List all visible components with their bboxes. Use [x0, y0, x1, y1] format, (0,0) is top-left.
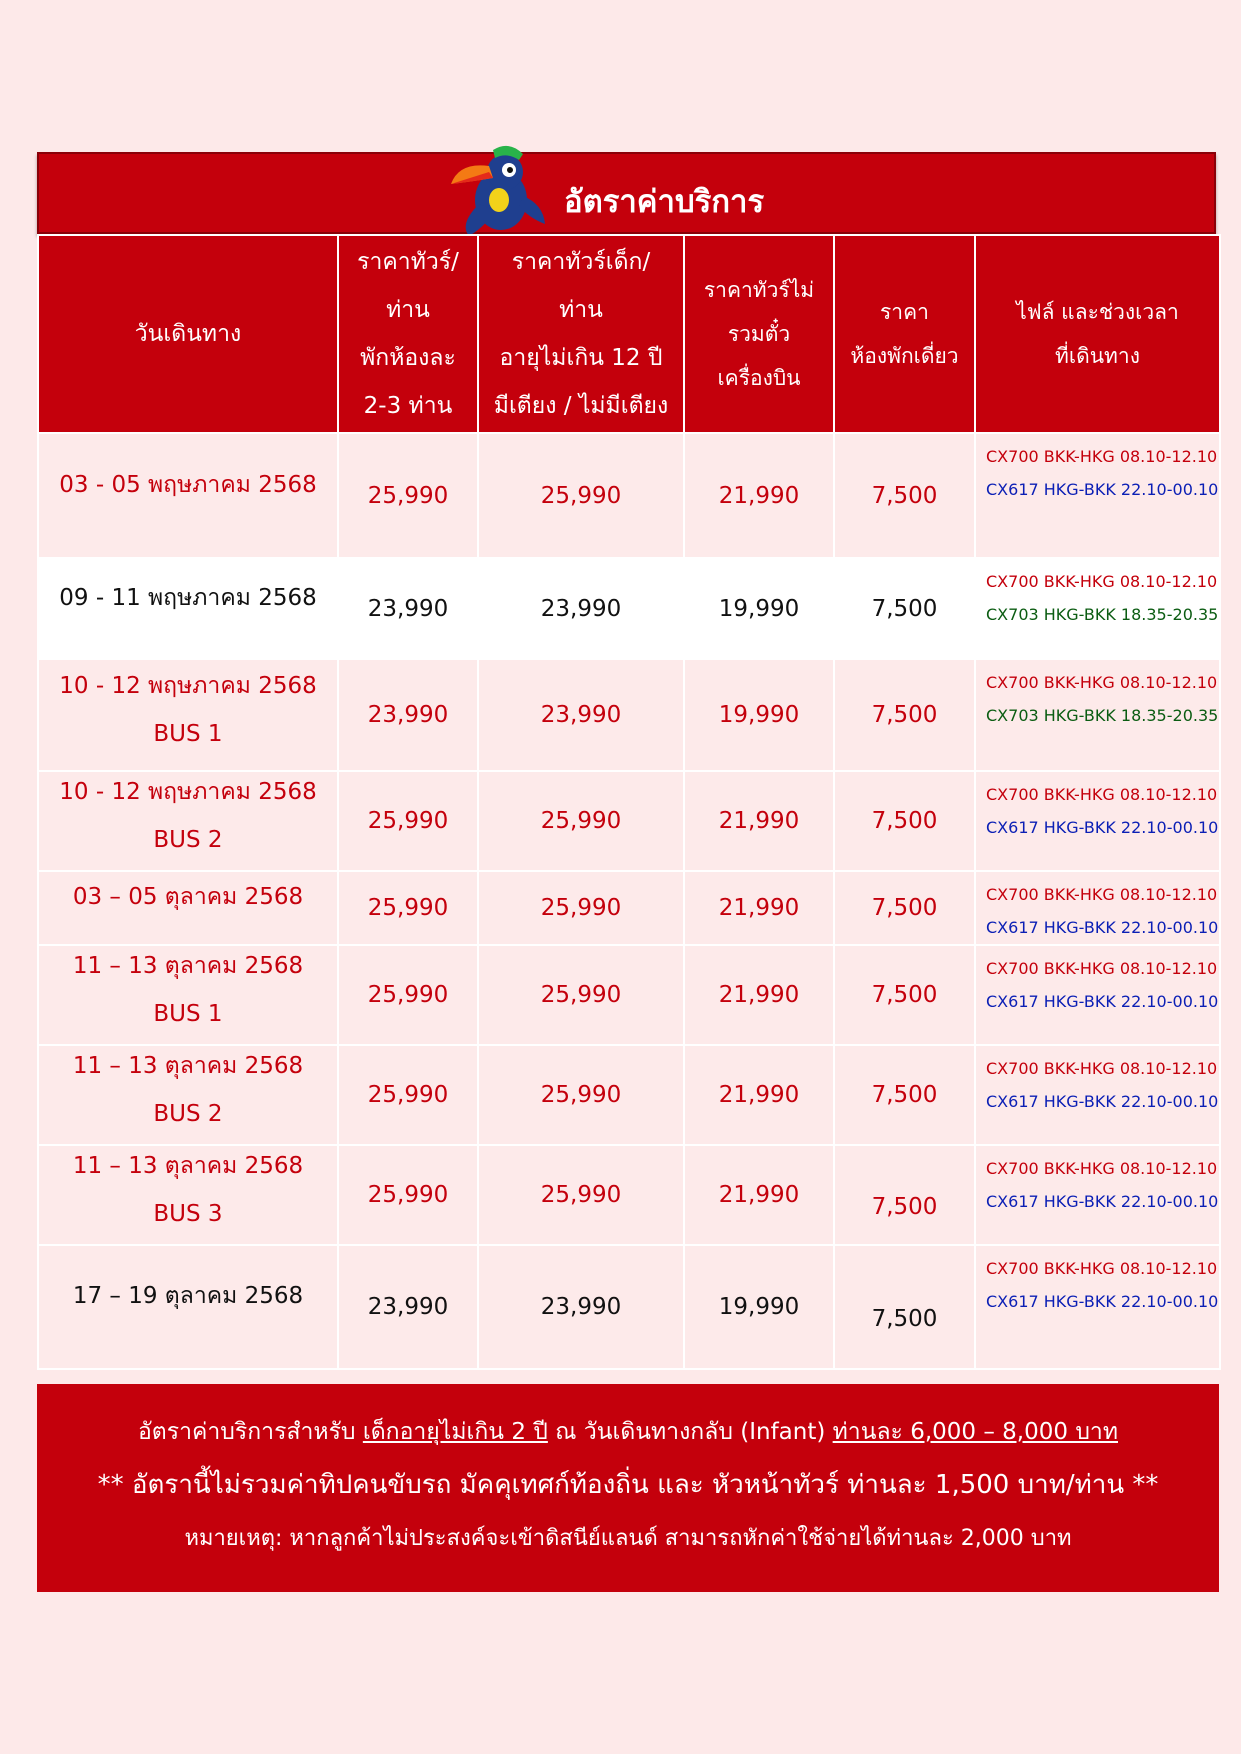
date-cell — [38, 771, 338, 871]
single-room-price: 7,500 — [871, 1306, 938, 1332]
date-cell — [38, 433, 338, 558]
single-room-cell — [834, 433, 975, 558]
outbound-flight: CX700 BKK-HKG 08.10-12.10 — [986, 572, 1218, 591]
single-room-cell — [834, 771, 975, 871]
bus-label: BUS 1 — [153, 1001, 223, 1027]
flight-cell — [975, 871, 1220, 945]
child-price-cell: 25,990 — [478, 871, 684, 945]
travel-date: 11 – 13 ตุลาคม 2568 — [72, 1053, 304, 1079]
flight-cell — [975, 659, 1220, 771]
date-cell — [38, 1145, 338, 1245]
flight-cell — [975, 945, 1220, 1045]
single-room-price: 7,500 — [871, 808, 938, 834]
bus-label: BUS 2 — [153, 827, 223, 853]
child-price-cell: 23,990 — [478, 659, 684, 771]
table-row — [38, 1045, 1220, 1145]
no-ticket-price-cell: 21,990 — [684, 1145, 834, 1245]
outbound-flight: CX700 BKK-HKG 08.10-12.10 — [986, 447, 1218, 466]
adult-price-cell: 23,990 — [338, 1245, 478, 1369]
single-room-price: 7,500 — [871, 1194, 938, 1220]
adult-price-cell: 25,990 — [338, 871, 478, 945]
outbound-flight: CX700 BKK-HKG 08.10-12.10 — [986, 1059, 1218, 1078]
adult-price-cell: 23,990 — [338, 558, 478, 659]
toucan-mascot-icon — [449, 144, 549, 240]
single-room-price: 7,500 — [871, 702, 938, 728]
bus-label: BUS 1 — [153, 721, 223, 747]
single-room-cell — [834, 871, 975, 945]
no-ticket-price-cell: 19,990 — [684, 659, 834, 771]
return-flight: CX617 HKG-BKK 22.10-00.10 — [986, 480, 1219, 499]
flight-cell — [975, 1045, 1220, 1145]
header-adult-price: ราคาทัวร์/ ท่าน พักห้องละ 2-3 ท่าน — [338, 235, 478, 433]
child-price-cell: 25,990 — [478, 1045, 684, 1145]
table-row — [38, 1245, 1220, 1369]
rates-table — [37, 234, 1221, 1370]
child-price-cell: 25,990 — [478, 1145, 684, 1245]
child-price-cell: 25,990 — [478, 945, 684, 1045]
no-ticket-price-cell: 19,990 — [684, 558, 834, 659]
child-price-cell: 25,990 — [478, 771, 684, 871]
no-ticket-price-cell: 21,990 — [684, 871, 834, 945]
single-room-price: 7,500 — [871, 1082, 938, 1108]
travel-date: 09 - 11 พฤษภาคม 2568 — [59, 584, 317, 611]
return-flight: CX703 HKG-BKK 18.35-20.35 — [986, 706, 1219, 725]
no-ticket-price-cell: 19,990 — [684, 1245, 834, 1369]
page-title: อัตราค่าบริการ — [564, 184, 765, 220]
adult-price-cell: 25,990 — [338, 1045, 478, 1145]
return-flight: CX617 HKG-BKK 22.10-00.10 — [986, 1092, 1219, 1111]
child-price-cell: 23,990 — [478, 1245, 684, 1369]
return-flight: CX617 HKG-BKK 22.10-00.10 — [986, 818, 1219, 837]
adult-price-cell: 25,990 — [338, 945, 478, 1045]
table-row — [38, 1145, 1220, 1245]
table-row — [38, 945, 1220, 1045]
travel-date: 11 – 13 ตุลาคม 2568 — [72, 953, 304, 979]
table-row — [38, 871, 1220, 945]
no-ticket-price-cell: 21,990 — [684, 1045, 834, 1145]
bus-label: BUS 3 — [153, 1201, 223, 1227]
travel-date: 10 - 12 พฤษภาคม 2568 — [59, 779, 317, 805]
outbound-flight: CX700 BKK-HKG 08.10-12.10 — [986, 785, 1218, 804]
header-no-ticket-price: ราคาทัวร์ไม่ รวมตั๋ว เครื่องบิน — [684, 235, 834, 433]
header-date: วันเดินทาง — [38, 235, 338, 433]
header-flight: ไฟล์ และช่วงเวลา ที่เดินทาง — [975, 235, 1220, 433]
travel-date: 17 – 19 ตุลาคม 2568 — [72, 1283, 304, 1309]
header-child-price: ราคาทัวร์เด็ก/ ท่าน อายุไม่เกิน 12 ปี มีเตียง / ไม่มีเตียง — [478, 235, 684, 433]
adult-price-cell: 25,990 — [338, 771, 478, 871]
flight-cell — [975, 433, 1220, 558]
flight-cell — [975, 771, 1220, 871]
table-row — [38, 771, 1220, 871]
child-price-cell: 23,990 — [478, 558, 684, 659]
outbound-flight: CX700 BKK-HKG 08.10-12.10 — [986, 673, 1218, 692]
single-room-price: 7,500 — [871, 895, 938, 921]
travel-date: 03 - 05 พฤษภาคม 2568 — [59, 471, 317, 498]
date-cell — [38, 1245, 338, 1369]
table-header-row — [38, 235, 1220, 433]
child-price-cell: 25,990 — [478, 433, 684, 558]
date-cell — [38, 871, 338, 945]
tips-note: ** อัตรานี้ไม่รวมค่าทิปคนขับรถ มัคคุเทศก์ท้องถิ่น และ หัวหน้าทัวร์ ท่านละ 1,500 บาท/ท่าน ** — [97, 1470, 1159, 1500]
table-row — [38, 558, 1220, 659]
date-cell — [38, 1045, 338, 1145]
single-room-price: 7,500 — [871, 982, 938, 1008]
no-ticket-price-cell: 21,990 — [684, 945, 834, 1045]
no-ticket-price-cell: 21,990 — [684, 433, 834, 558]
table-row — [38, 433, 1220, 558]
return-flight: CX703 HKG-BKK 18.35-20.35 — [986, 605, 1219, 624]
return-flight: CX617 HKG-BKK 22.10-00.10 — [986, 992, 1219, 1011]
adult-price-cell: 25,990 — [338, 433, 478, 558]
outbound-flight: CX700 BKK-HKG 08.10-12.10 — [986, 1159, 1218, 1178]
single-room-cell — [834, 1045, 975, 1145]
date-cell — [38, 558, 338, 659]
table-row — [38, 659, 1220, 771]
return-flight: CX617 HKG-BKK 22.10-00.10 — [986, 1192, 1219, 1211]
adult-price-cell: 23,990 — [338, 659, 478, 771]
bus-label: BUS 2 — [153, 1101, 223, 1127]
single-room-price: 7,500 — [871, 595, 938, 622]
outbound-flight: CX700 BKK-HKG 08.10-12.10 — [986, 885, 1218, 904]
single-room-cell — [834, 1145, 975, 1245]
remark-note: หมายเหตุ: หากลูกค้าไม่ประสงค์จะเข้าดิสนีย์แลนด์ สามารถหักค่าใช้จ่ายได้ท่านละ 2,000 บาท — [184, 1526, 1072, 1551]
flight-cell — [975, 558, 1220, 659]
header-single-room: ราคา ห้องพักเดี่ยว — [834, 235, 975, 433]
date-cell — [38, 659, 338, 771]
title-bar — [37, 152, 1216, 234]
flight-cell — [975, 1245, 1220, 1369]
single-room-cell — [834, 558, 975, 659]
adult-price-cell: 25,990 — [338, 1145, 478, 1245]
flight-cell — [975, 1145, 1220, 1245]
travel-date: 10 - 12 พฤษภาคม 2568 — [59, 673, 317, 699]
infant-note: อัตราค่าบริการสำหรับ เด็กอายุไม่เกิน 2 ปี ณ วันเดินทางกลับ (Infant) ท่านละ 6,000 – 8,000 บาท — [137, 1419, 1118, 1445]
return-flight: CX617 HKG-BKK 22.10-00.10 — [986, 918, 1219, 937]
return-flight: CX617 HKG-BKK 22.10-00.10 — [986, 1292, 1219, 1311]
notes-box — [37, 1384, 1219, 1592]
single-room-cell — [834, 1245, 975, 1369]
single-room-cell — [834, 659, 975, 771]
travel-date: 11 – 13 ตุลาคม 2568 — [72, 1153, 304, 1179]
outbound-flight: CX700 BKK-HKG 08.10-12.10 — [986, 1259, 1218, 1278]
single-room-cell — [834, 945, 975, 1045]
no-ticket-price-cell: 21,990 — [684, 771, 834, 871]
travel-date: 03 – 05 ตุลาคม 2568 — [72, 884, 304, 910]
date-cell — [38, 945, 338, 1045]
outbound-flight: CX700 BKK-HKG 08.10-12.10 — [986, 959, 1218, 978]
single-room-price: 7,500 — [871, 482, 938, 509]
